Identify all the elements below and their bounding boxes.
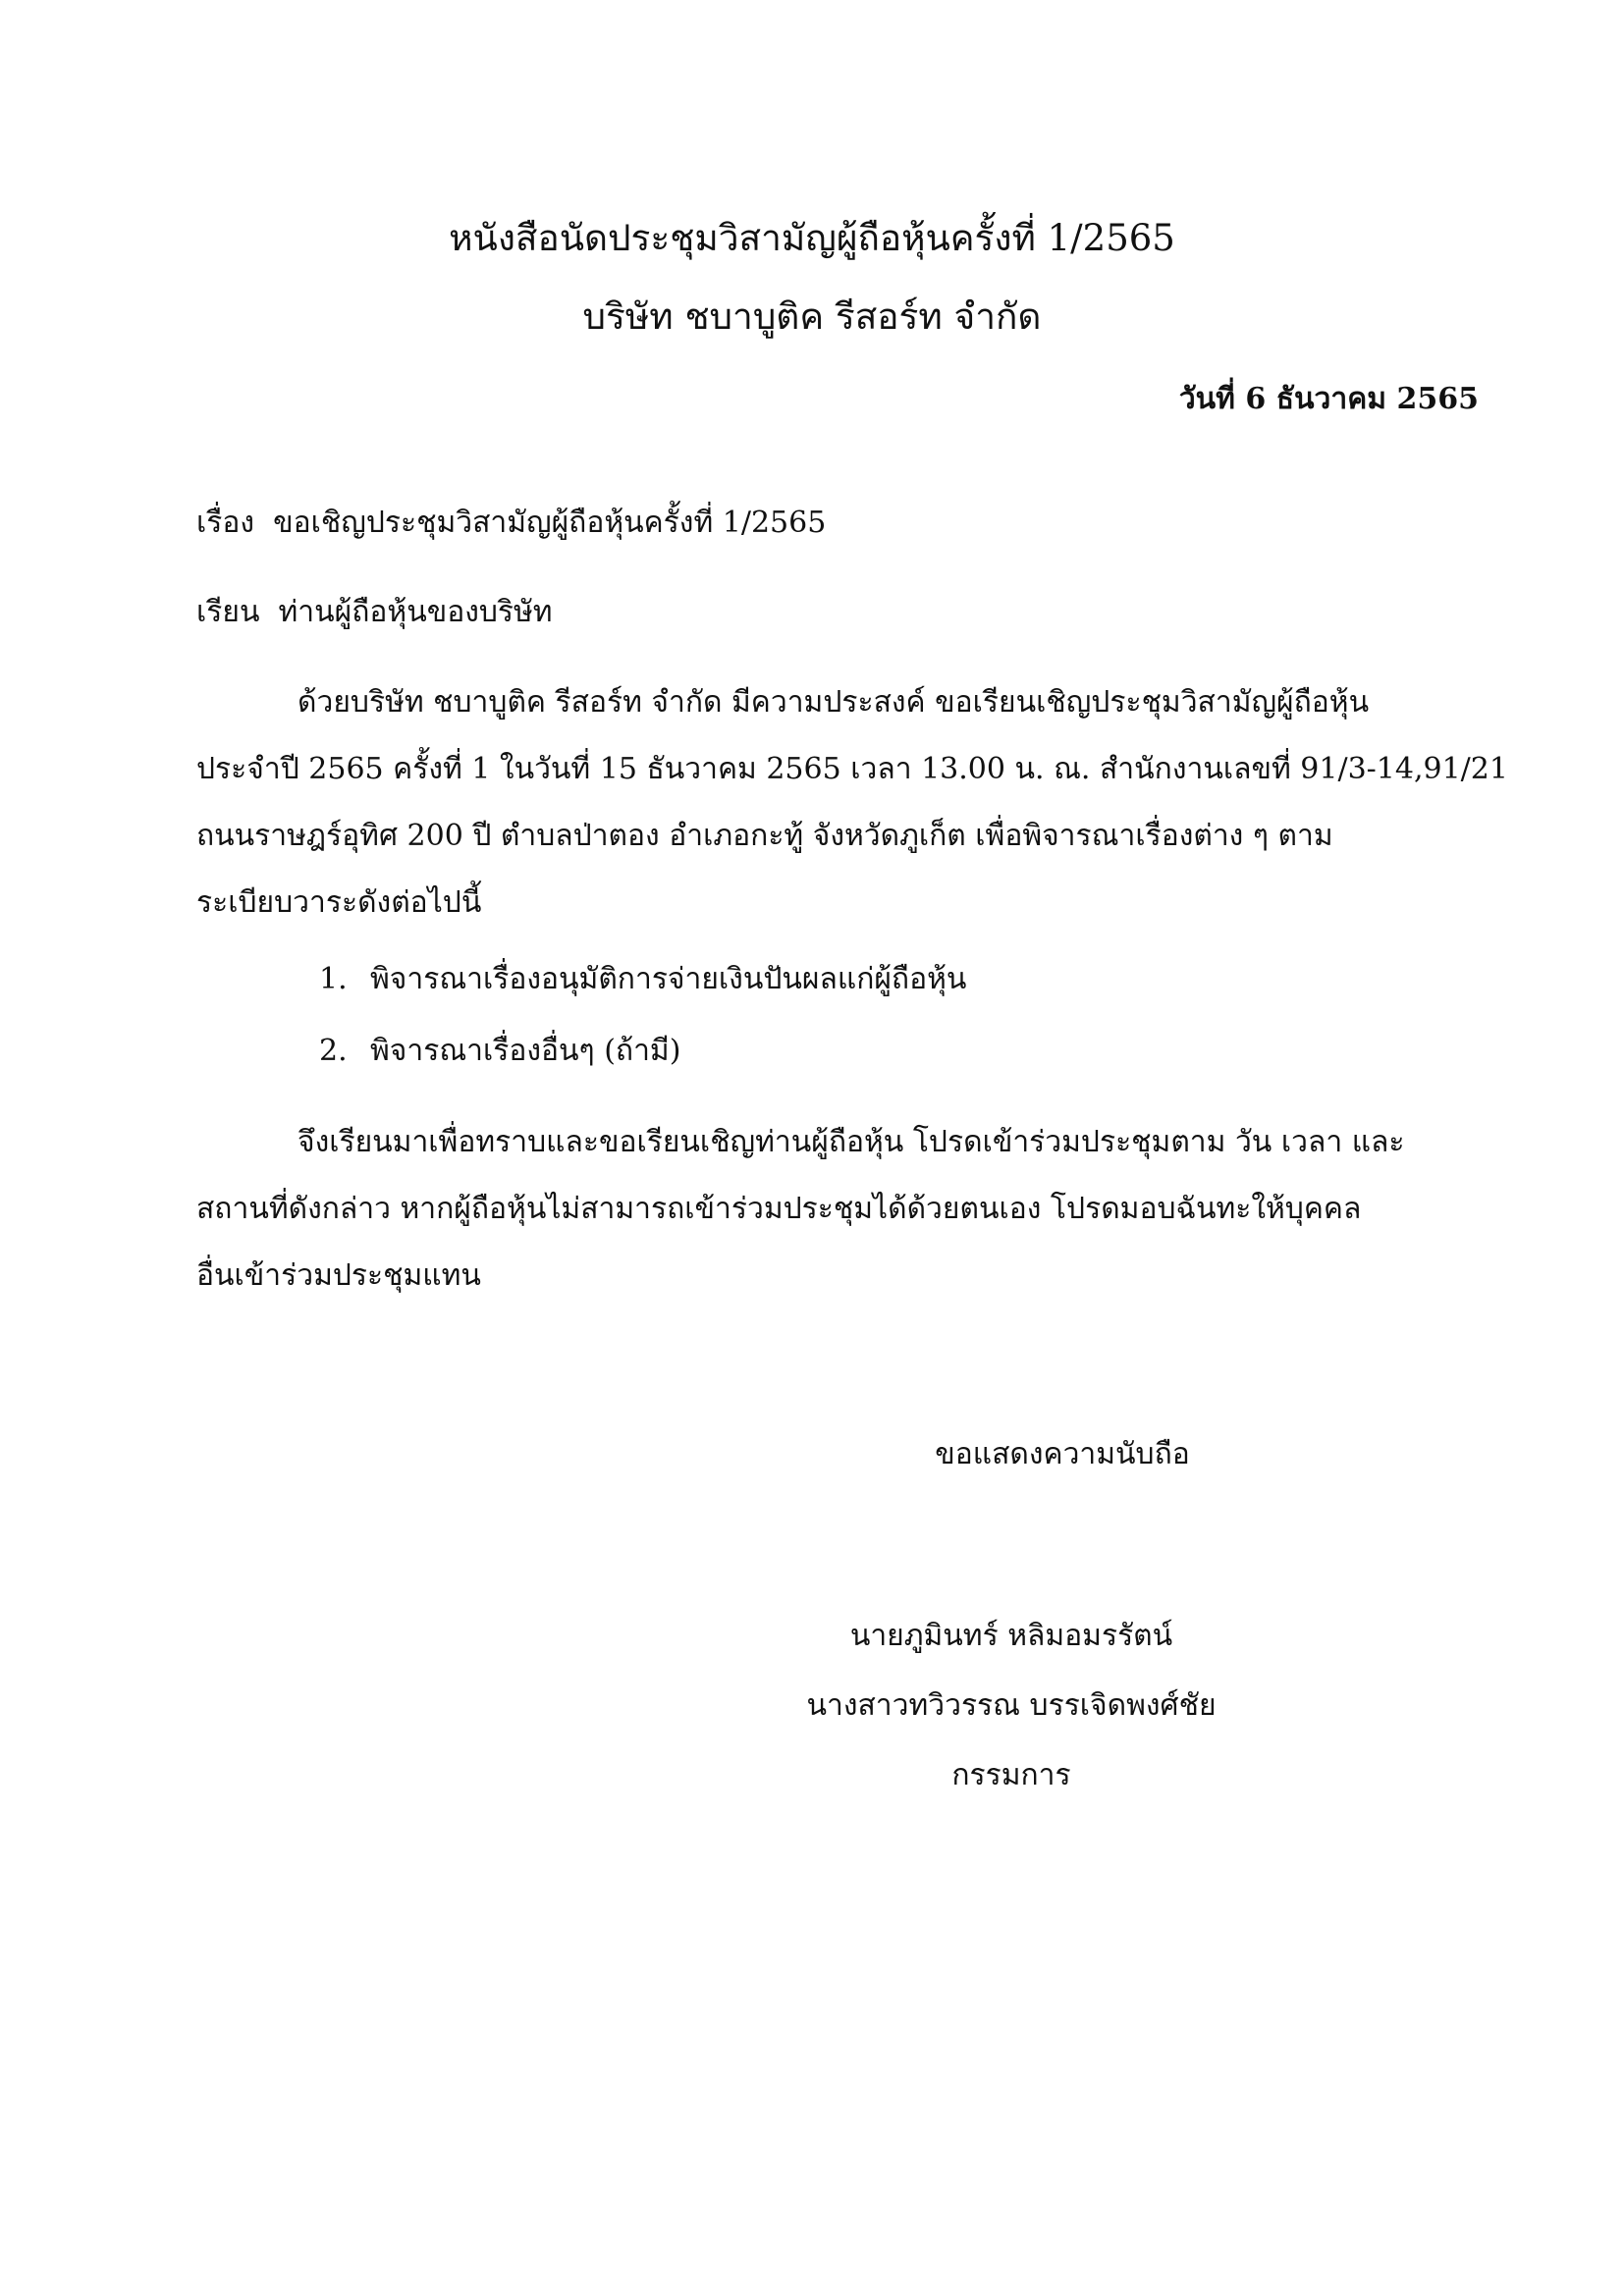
agenda-text: พิจารณาเรื่องอื่นๆ (ถ้ามี) bbox=[370, 1034, 681, 1068]
paragraph1-line3: ถนนราษฎร์อุทิศ 200 ปี ตำบลป่าตอง อำเภอกะทู้ จังหวัดภูเก็ต เพื่อพิจารณาเรื่องต่าง ๆ ตาม bbox=[196, 819, 1333, 853]
document-title: หนังสือนัดประชุมวิสามัญผู้ถือหุ้นครั้งที่ 1/2565 bbox=[449, 217, 1175, 259]
recipient-text: ท่านผู้ถือหุ้นของบริษัท bbox=[278, 595, 553, 629]
agenda-number: 2. bbox=[319, 1034, 348, 1068]
paragraph1-line2: ประจำปี 2565 ครั้งที่ 1 ในวันที่ 15 ธันวาคม 2565 เวลา 13.00 น. ณ. สำนักงานเลขที่ 91/3-14,91/21 bbox=[196, 752, 1508, 786]
subject-label: เรื่อง bbox=[196, 506, 255, 540]
recipient-line bbox=[196, 593, 553, 632]
agenda-item bbox=[319, 1032, 680, 1071]
subject-line bbox=[196, 504, 826, 543]
subject-text: ขอเชิญประชุมวิสามัญผู้ถือหุ้นครั้งที่ 1/2565 bbox=[273, 506, 827, 540]
agenda-item bbox=[319, 960, 966, 999]
signatory-position: กรรมการ bbox=[951, 1758, 1071, 1792]
signatory-name-1: นายภูมินทร์ หลิมอมรรัตน์ bbox=[849, 1619, 1173, 1653]
paragraph1-line4: ระเบียบวาระดังต่อไปนี้ bbox=[196, 885, 482, 920]
signatory-name-2: นางสาวทวิวรรณ บรรเจิดพงศ์ชัย bbox=[806, 1688, 1217, 1723]
letter-date: วันที่ 6 ธันวาคม 2565 bbox=[1178, 382, 1479, 416]
paragraph1-line1: ด้วยบริษัท ชบาบูติค รีสอร์ท จำกัด มีความประสงค์ ขอเรียนเชิญประชุมวิสามัญผู้ถือหุ้น bbox=[298, 685, 1370, 720]
company-name: บริษัท ชบาบูติค รีสอร์ท จำกัด bbox=[582, 295, 1042, 338]
recipient-label: เรียน bbox=[196, 595, 260, 629]
agenda-number: 1. bbox=[319, 962, 348, 996]
paragraph2-line1: จึงเรียนมาเพื่อทราบและขอเรียนเชิญท่านผู้ถือหุ้น โปรดเข้าร่วมประชุมตาม วัน เวลา และ bbox=[298, 1125, 1405, 1159]
paragraph2-line3: อื่นเข้าร่วมประชุมแทน bbox=[196, 1258, 481, 1293]
agenda-text: พิจารณาเรื่องอนุมัติการจ่ายเงินปันผลแก่ผู้ถือหุ้น bbox=[370, 962, 967, 996]
paragraph2-line2: สถานที่ดังกล่าว หากผู้ถือหุ้นไม่สามารถเข้าร่วมประชุมได้ด้วยตนเอง โปรดมอบฉันทะให้บุคคล bbox=[196, 1192, 1362, 1226]
closing-text: ขอแสดงความนับถือ bbox=[935, 1437, 1190, 1471]
